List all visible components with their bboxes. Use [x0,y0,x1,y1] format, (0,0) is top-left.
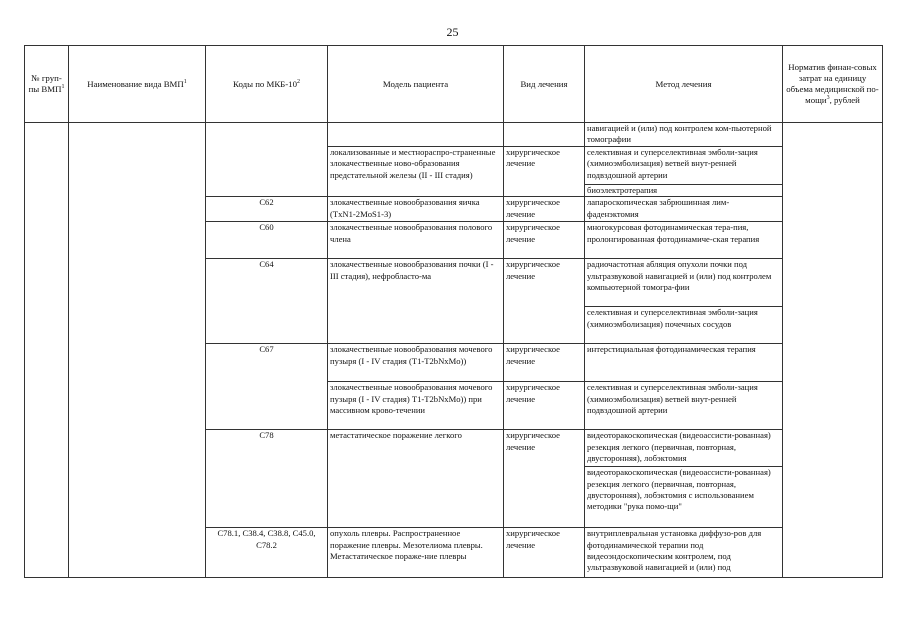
treatment-type-cell: хирургическое лечение [504,430,585,528]
table-row [25,123,883,147]
patient-model-cell [328,123,504,147]
icd-code-cell: C78 [206,430,328,528]
icd-code-cell: C78.1, C38.4, C38.8, C45.0, C78.2 [206,528,328,578]
treatment-type-cell [504,123,585,147]
patient-model-cell: злокачественные новообразования яичка (TxN1-2MoS1-3) [328,197,504,222]
treatment-method-cell: многокурсовая фотодинамическая тера-пия, пролонгированная фотодинамиче-ская терапия [585,222,783,259]
treatment-type-cell: хирургическое лечение [504,197,585,222]
icd-code-cell [206,123,328,197]
treatment-type-cell: хирургическое лечение [504,528,585,578]
icd-code-cell: C67 [206,344,328,430]
vmp-name-cell [69,123,206,578]
treatment-method-cell: видеоторакоскопическая (видеоассисти-рованная) резекция легкого (первичная, повторная, двусторонняя), лобэктомия с использованием методики "рука помо-щи" [585,467,783,528]
header-icd-codes: Коды по МКБ-$10^2$ [206,46,328,123]
treatment-method-cell: навигацией и (или) под контролем ком-пьютерной томографии [585,123,783,147]
group-no-cell [25,123,69,578]
treatment-method-cell: интерстициальная фотодинамическая терапия [585,344,783,382]
patient-model-cell: локализованные и местнораспро-страненные злокачественные ново-образования предстательной железы (II - III стадия) [328,146,504,196]
treatment-type-cell: хирургическое лечение [504,259,585,344]
patient-model-cell: злокачественные новообразования почки (I - III стадия), нефробласто-ма [328,259,504,344]
header-patient-model: Модель пациента [328,46,504,123]
patient-model-cell: злокачественные новообразования мочевого пузыря (I - IV стадия (T1-T2bNxMo)) [328,344,504,382]
icd-code-cell: C64 [206,259,328,344]
page-number: 25 [446,25,459,39]
treatment-type-cell: хирургическое лечение [504,222,585,259]
treatment-method-cell: лапароскопическая забрюшинная лим-фаденэктомия [585,197,783,222]
treatment-method-cell: внутриплевральная установка диффузо-ров для фотодинамической терапии под видеоэндоскопическим контролем, под ультразвуковой навигацией и (или) под [585,528,783,578]
vmp-table-wrapper [24,45,882,578]
header-treatment-method: Метод лечения [585,46,783,123]
treatment-type-cell: хирургическое лечение [504,382,585,430]
treatment-method-cell: селективная и суперселективная эмболи-зация (химиоэмболизация) ветвей внут-ренней подвздошной артерии [585,146,783,184]
patient-model-cell: опухоль плевры. Распространенное поражение плевры. Мезотелиома плевры. Метастатическое пораже-ние плевры [328,528,504,578]
header-group-no: № груп-пы ВМП$^1$ [25,46,69,123]
treatment-method-cell: видеоторакоскопическая (видеоассисти-рованная) резекция легкого (первичная, повторная, двусторонняя), лобэктомия [585,430,783,467]
treatment-type-cell: хирургическое лечение [504,344,585,382]
patient-model-cell: метастатическое поражение легкого [328,430,504,528]
header-norm-cost: Норматив финан-совых затрат на единицу объема медицинской по-мощи$^3$, рублей [783,46,883,123]
treatment-method-cell: биоэлектротерапия [585,184,783,196]
norm-cost-cell [783,123,883,578]
treatment-method-cell: селективная и суперселективная эмболи-зация (химиоэмболизация) ветвей внут-ренней подвздошной артерии [585,382,783,430]
table-header-row [25,46,883,123]
icd-code-cell: C62 [206,197,328,222]
treatment-type-cell: хирургическое лечение [504,146,585,196]
treatment-method-cell: селективная и суперселективная эмболи-зация (химиоэмболизация) почечных сосудов [585,307,783,344]
vmp-table [24,45,883,578]
treatment-method-cell: радиочастотная абляция опухоли почки под ультразвуковой навигацией и (или) под контролем компьютерной томогра-фии [585,259,783,307]
header-treatment-type: Вид лечения [504,46,585,123]
header-vmp-name: Наименование вида ВМП$^1$ [69,46,206,123]
patient-model-cell: злокачественные новообразования мочевого пузыря (I - IV стадия) T1-T2bNxMo)) при массивном крово-течении [328,382,504,430]
patient-model-cell: злокачественные новообразования полового члена [328,222,504,259]
icd-code-cell: C60 [206,222,328,259]
